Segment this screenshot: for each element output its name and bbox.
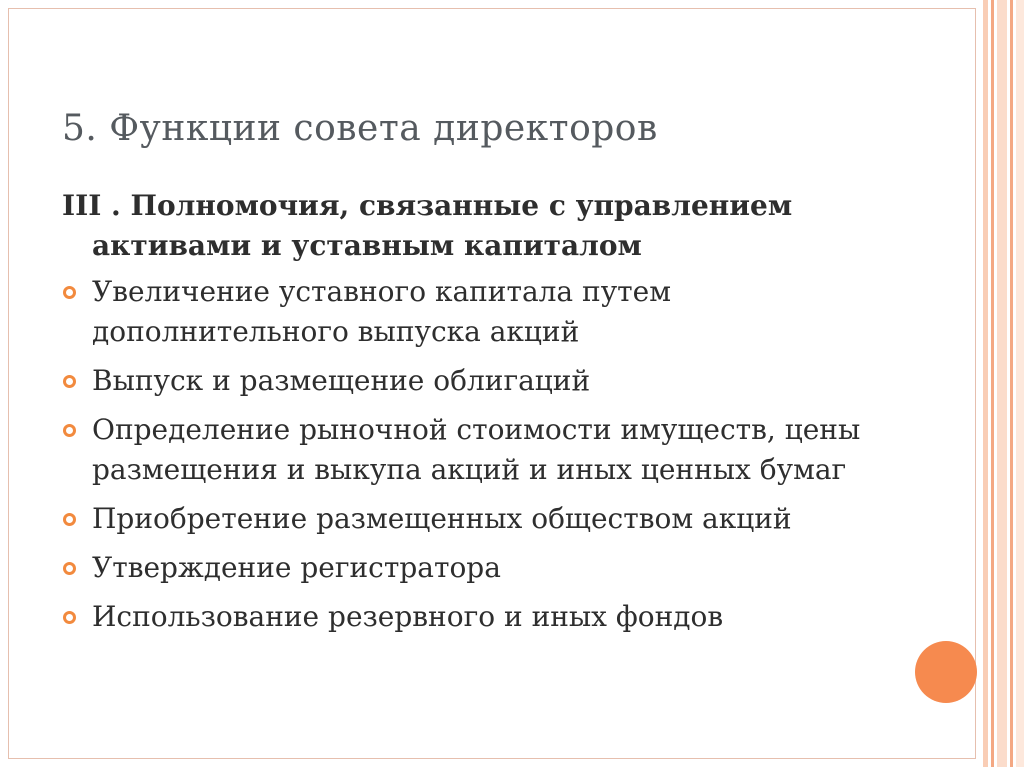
bullet-text: Приобретение размещенных обществом акций [92,502,792,535]
bullet-text: Утверждение регистратора [92,551,501,584]
slide-content [62,186,892,646]
stripe [997,0,1007,767]
stripe [1010,0,1013,767]
orange-circle-decoration [915,641,977,703]
hollow-circle-bullet-icon [63,562,76,575]
bullet-item [62,410,892,490]
bullet-item [62,597,892,637]
section-heading: III . Полномочия, связанные с управлением активами и уставным капиталом [62,189,793,262]
bullet-list [62,272,892,637]
stripe [991,0,994,767]
bullet-text: Увеличение уставного капитала путем дополнительного выпуска акций [92,275,672,348]
hollow-circle-bullet-icon [63,286,76,299]
hollow-circle-bullet-icon [63,611,76,624]
stripe [1016,0,1024,767]
hollow-circle-bullet-icon [63,513,76,526]
decorative-stripes [983,0,1024,767]
bullet-text: Выпуск и размещение облигаций [92,364,591,397]
hollow-circle-bullet-icon [63,375,76,388]
slide-title: 5. Функции совета директоров [62,108,658,149]
bullet-item [62,548,892,588]
bullet-text: Использование резервного и иных фондов [92,600,724,633]
bullet-item [62,499,892,539]
stripe [983,0,988,767]
hollow-circle-bullet-icon [63,424,76,437]
bullet-item [62,272,892,352]
bullet-text: Определение рыночной стоимости имуществ, цены размещения и выкупа акций и иных ценных бумаг [92,413,861,486]
bullet-item [62,361,892,401]
